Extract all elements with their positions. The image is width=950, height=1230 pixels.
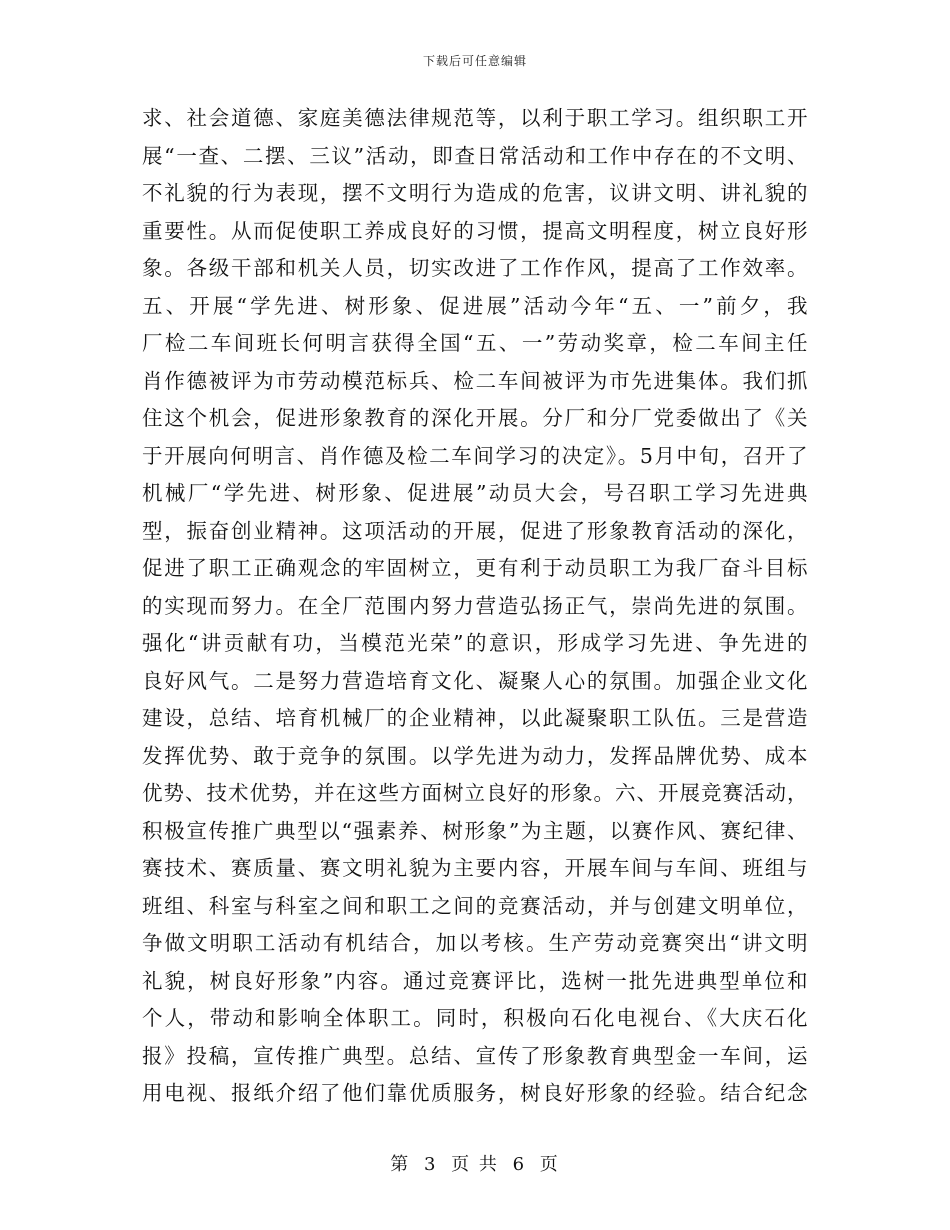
text-line: 用电视、报纸介绍了他们靠优质服务，树良好形象的经验。结合纪念 (142, 1081, 808, 1105)
text-line: 五、开展“学先进、树形象、促进展”活动今年“五、一”前夕，我 (142, 293, 808, 318)
text-line: 的实现而努力。在全厂范围内努力营造弘扬正气，崇尚先进的氛围。 (142, 593, 808, 618)
text-line: 不礼貌的行为表现，摆不文明行为造成的危害，议讲文明、讲礼貌的 (142, 181, 808, 205)
text-line: 于开展向何明言、肖作德及检二车间学习的决定》。5月中旬，召开了 (142, 443, 808, 468)
text-line: 优势、技术优势，并在这些方面树立良好的形象。六、开展竞赛活动， (142, 781, 808, 805)
text-line: 型，振奋创业精神。这项活动的开展，促进了形象教育活动的深化， (142, 518, 808, 543)
text-line: 肖作德被评为市劳动模范标兵、检二车间被评为市先进集体。我们抓 (142, 368, 808, 393)
text-line: 积极宣传推广典型以“强素养、树形象”为主题，以赛作风、赛纪律、 (142, 818, 808, 843)
text-line: 住这个机会，促进形象教育的深化开展。分厂和分厂党委做出了《关 (142, 406, 808, 430)
text-line: 象。各级干部和机关人员，切实改进了工作作风，提高了工作效率。 (142, 256, 808, 280)
text-line: 良好风气。二是努力营造培育文化、凝聚人心的氛围。加强企业文化 (142, 668, 808, 693)
text-line: 重要性。从而促使职工养成良好的习惯，提高文明程度，树立良好形 (142, 218, 808, 243)
footer-prefix: 第 (390, 1154, 411, 1175)
text-line: 报》投稿，宣传推广典型。总结、宣传了形象教育典型金一车间，运 (142, 1043, 808, 1068)
footer-middle: 页 共 (451, 1154, 499, 1175)
page-total: 6 (512, 1154, 527, 1175)
page-footer (0, 1150, 950, 1176)
page-number: 3 (423, 1154, 438, 1175)
text-line: 展“一查、二摆、三议”活动，即查日常活动和工作中存在的不文明、 (142, 143, 808, 168)
text-line: 求、社会道德、家庭美德法律规范等，以利于职工学习。组织职工开 (142, 106, 808, 130)
text-line: 促进了职工正确观念的牢固树立，更有利于动员职工为我厂奋斗目标 (142, 556, 808, 580)
footer-suffix: 页 (539, 1154, 560, 1175)
text-line: 赛技术、赛质量、赛文明礼貌为主要内容，开展车间与车间、班组与 (142, 856, 808, 880)
text-line: 礼貌，树良好形象”内容。通过竞赛评比，选树一批先进典型单位和 (142, 968, 808, 993)
text-line: 发挥优势、敢于竞争的氛围。以学先进为动力，发挥品牌优势、成本 (142, 743, 808, 768)
text-line: 强化“讲贡献有功，当模范光荣”的意识，形成学习先进、争先进的 (142, 631, 808, 655)
page-header: 下载后可任意编辑 (422, 54, 527, 68)
text-line: 个人，带动和影响全体职工。同时，积极向石化电视台、《大庆石化 (142, 1006, 808, 1030)
text-line: 班组、科室与科室之间和职工之间的竞赛活动，并与创建文明单位， (142, 893, 808, 918)
text-line: 建设，总结、培育机械厂的企业精神，以此凝聚职工队伍。三是营造 (142, 706, 808, 730)
text-line: 厂检二车间班长何明言获得全国“五、一”劳动奖章，检二车间主任 (142, 331, 808, 355)
text-line: 机械厂“学先进、树形象、促进展”动员大会，号召职工学习先进典 (142, 481, 808, 505)
text-line: 争做文明职工活动有机结合，加以考核。生产劳动竞赛突出“讲文明 (142, 931, 808, 955)
body-text (142, 100, 808, 1113)
